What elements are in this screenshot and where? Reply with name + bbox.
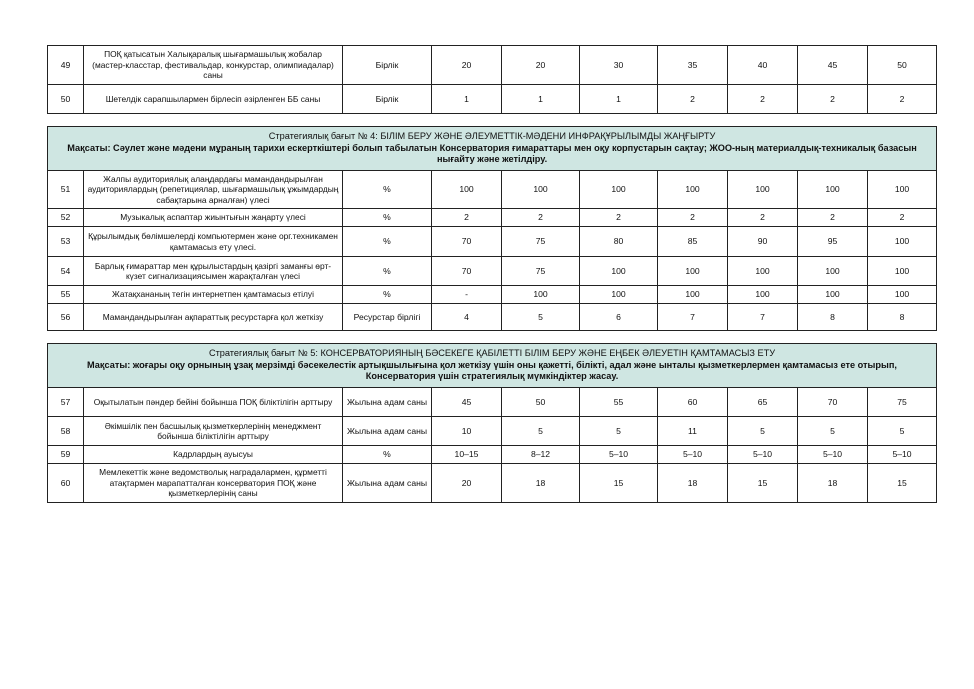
value-cell: 80 <box>580 227 658 257</box>
value-cell: 85 <box>658 227 728 257</box>
value-cell: 18 <box>798 464 868 503</box>
value-cell: 2 <box>798 209 868 227</box>
value-cell: 100 <box>658 257 728 286</box>
value-cell: 100 <box>502 286 580 304</box>
row-number: 59 <box>48 446 84 464</box>
value-cell: 55 <box>580 388 658 417</box>
section-goal: Мақсаты: Сәулет және мәдени мұраның тарихи ескерткіштері болып табылатын Консерватория ғимараттары мен оқу корпустарын сақтау; ЖОО-ның материалдық-техникалық базасын нығайту және жетілдіру. <box>67 142 917 165</box>
row-number: 52 <box>48 209 84 227</box>
table-row <box>48 464 937 503</box>
value-cell: 100 <box>868 171 937 209</box>
value-cell: 30 <box>580 46 658 85</box>
table-row <box>48 304 937 331</box>
row-number: 50 <box>48 85 84 114</box>
value-cell: 50 <box>868 46 937 85</box>
unit: % <box>343 257 432 286</box>
table-row <box>48 417 937 446</box>
value-cell: 2 <box>432 209 502 227</box>
value-cell: 15 <box>868 464 937 503</box>
value-cell: 100 <box>580 171 658 209</box>
value-cell: 90 <box>728 227 798 257</box>
value-cell: 2 <box>798 85 868 114</box>
row-number: 51 <box>48 171 84 209</box>
value-cell: 100 <box>580 257 658 286</box>
indicator-name: Шетелдік сарапшылармен бірлесіп әзірленген ББ саны <box>84 85 343 114</box>
value-cell: 75 <box>502 257 580 286</box>
value-cell: 20 <box>432 46 502 85</box>
unit: Ресурстар бірлігі <box>343 304 432 331</box>
value-cell: 2 <box>728 85 798 114</box>
indicator-name: Барлық ғимараттар мен құрылыстардың қазіргі заманғы өрт-күзет сигнализациясымен жарақталған үлесі <box>84 257 343 286</box>
unit: Бірлік <box>343 85 432 114</box>
table-row <box>48 209 937 227</box>
unit: Жылына адам саны <box>343 464 432 503</box>
indicator-name: Оқытылатын пәндер бейіні бойынша ПОҚ біліктілігін арттыру <box>84 388 343 417</box>
value-cell: 2 <box>728 209 798 227</box>
value-cell: 2 <box>658 209 728 227</box>
table-row <box>48 227 937 257</box>
value-cell: 100 <box>580 286 658 304</box>
section-header-cell <box>48 344 937 388</box>
value-cell: 18 <box>502 464 580 503</box>
value-cell: - <box>432 286 502 304</box>
value-cell: 70 <box>798 388 868 417</box>
value-cell: 2 <box>502 209 580 227</box>
row-number: 57 <box>48 388 84 417</box>
unit: % <box>343 286 432 304</box>
strategic-direction-5-table <box>47 343 937 503</box>
value-cell: 5 <box>868 417 937 446</box>
value-cell: 1 <box>432 85 502 114</box>
value-cell: 10 <box>432 417 502 446</box>
value-cell: 5 <box>728 417 798 446</box>
section-header <box>48 344 937 388</box>
value-cell: 100 <box>432 171 502 209</box>
strategic-direction-4-table <box>47 126 937 331</box>
table-row <box>48 388 937 417</box>
value-cell: 45 <box>798 46 868 85</box>
row-number: 54 <box>48 257 84 286</box>
value-cell: 5 <box>502 417 580 446</box>
value-cell: 5 <box>580 417 658 446</box>
value-cell: 100 <box>728 257 798 286</box>
value-cell: 18 <box>658 464 728 503</box>
value-cell: 100 <box>798 257 868 286</box>
value-cell: 100 <box>798 171 868 209</box>
value-cell: 11 <box>658 417 728 446</box>
value-cell: 70 <box>432 227 502 257</box>
unit: Жылына адам саны <box>343 388 432 417</box>
value-cell: 1 <box>502 85 580 114</box>
value-cell: 5–10 <box>728 446 798 464</box>
row-number: 56 <box>48 304 84 331</box>
value-cell: 75 <box>502 227 580 257</box>
value-cell: 2 <box>868 209 937 227</box>
table-row <box>48 85 937 114</box>
unit: % <box>343 446 432 464</box>
table-row <box>48 446 937 464</box>
value-cell: 2 <box>658 85 728 114</box>
value-cell: 5–10 <box>580 446 658 464</box>
indicator-name: Құрылымдық бөлімшелерді компьютермен және орг.техникамен қамтамасыз ету үлесі. <box>84 227 343 257</box>
row-number: 60 <box>48 464 84 503</box>
value-cell: 20 <box>502 46 580 85</box>
row-number: 58 <box>48 417 84 446</box>
indicator-name: Мамандандырылған ақпараттық ресурстарға қол жеткізу <box>84 304 343 331</box>
value-cell: 75 <box>868 388 937 417</box>
value-cell: 2 <box>580 209 658 227</box>
unit: Жылына адам саны <box>343 417 432 446</box>
indicator-name: Мемлекеттік және ведомстволық наградалармен, құрметті атақтармен марапатталған консерватория ПОҚ және қызметкерлерінің саны <box>84 464 343 503</box>
value-cell: 8–12 <box>502 446 580 464</box>
value-cell: 4 <box>432 304 502 331</box>
value-cell: 40 <box>728 46 798 85</box>
unit: % <box>343 227 432 257</box>
table-row <box>48 286 937 304</box>
value-cell: 7 <box>658 304 728 331</box>
indicator-name: Жатақхананың тегін интернетпен қамтамасыз етілуі <box>84 286 343 304</box>
section-header-cell <box>48 127 937 171</box>
value-cell: 2 <box>868 85 937 114</box>
section-header <box>48 127 937 171</box>
table-row <box>48 46 937 85</box>
section-goal: Мақсаты: жоғары оқу орнының ұзақ мерзімді бәсекелестік артықшылығына қол жеткізу үшін оны қажетті, білікті, адал және ынталы қызметкерлермен қамтамасыз ете отырып, Консерватория үшін стратегиялық мүмкіндіктер жасау. <box>87 359 897 382</box>
value-cell: 7 <box>728 304 798 331</box>
value-cell: 100 <box>868 257 937 286</box>
value-cell: 35 <box>658 46 728 85</box>
unit: Бірлік <box>343 46 432 85</box>
value-cell: 8 <box>868 304 937 331</box>
value-cell: 100 <box>658 171 728 209</box>
value-cell: 5–10 <box>658 446 728 464</box>
value-cell: 100 <box>868 227 937 257</box>
value-cell: 5 <box>798 417 868 446</box>
row-number: 49 <box>48 46 84 85</box>
value-cell: 60 <box>658 388 728 417</box>
row-number: 53 <box>48 227 84 257</box>
value-cell: 6 <box>580 304 658 331</box>
value-cell: 5 <box>502 304 580 331</box>
value-cell: 15 <box>580 464 658 503</box>
row-number: 55 <box>48 286 84 304</box>
indicator-name: Кадрлардың ауысуы <box>84 446 343 464</box>
indicators-table-continued <box>47 45 937 114</box>
value-cell: 5–10 <box>798 446 868 464</box>
value-cell: 10–15 <box>432 446 502 464</box>
value-cell: 65 <box>728 388 798 417</box>
section-title: Стратегиялық бағыт № 5: КОНСЕРВАТОРИЯНЫҢ БӘСЕКЕГЕ ҚАБІЛЕТТІ БІЛІМ БЕРУ ЖӘНЕ ЕҢБЕК ӘЛЕУЕТІН ҚАМТАМАСЫЗ ЕТУ <box>208 347 776 358</box>
indicator-name: Жалпы аудиториялық алаңдардағы мамандандырылған аудиториялардың (репетициялар, шығармашылық ұжымдардың сабақтарына арналған) үлесі <box>84 171 343 209</box>
value-cell: 70 <box>432 257 502 286</box>
table-row <box>48 257 937 286</box>
indicator-name: Музыкалық аспаптар жиынтығын жаңарту үлесі <box>84 209 343 227</box>
value-cell: 100 <box>502 171 580 209</box>
value-cell: 1 <box>580 85 658 114</box>
value-cell: 45 <box>432 388 502 417</box>
indicator-name: Әкімшілік пен басшылық қызметкерлерінің менеджмент бойынша біліктілігін арттыру <box>84 417 343 446</box>
indicator-name: ПОҚ қатысатын Халықаралық шығармашылық жобалар (мастер-класстар, фестивальдар, конкурстар, олимпиадалар) саны <box>84 46 343 85</box>
value-cell: 100 <box>728 171 798 209</box>
table-row <box>48 171 937 209</box>
value-cell: 100 <box>868 286 937 304</box>
value-cell: 100 <box>798 286 868 304</box>
value-cell: 100 <box>728 286 798 304</box>
value-cell: 95 <box>798 227 868 257</box>
value-cell: 5–10 <box>868 446 937 464</box>
unit: % <box>343 209 432 227</box>
value-cell: 50 <box>502 388 580 417</box>
section-title: Стратегиялық бағыт № 4: БІЛІМ БЕРУ ЖӘНЕ ӘЛЕУМЕТТІК-МӘДЕНИ ИНФРАҚҰРЫЛЫМДЫ ЖАҢҒЫРТУ <box>268 130 716 141</box>
unit: % <box>343 171 432 209</box>
value-cell: 100 <box>658 286 728 304</box>
value-cell: 15 <box>728 464 798 503</box>
value-cell: 20 <box>432 464 502 503</box>
value-cell: 8 <box>798 304 868 331</box>
